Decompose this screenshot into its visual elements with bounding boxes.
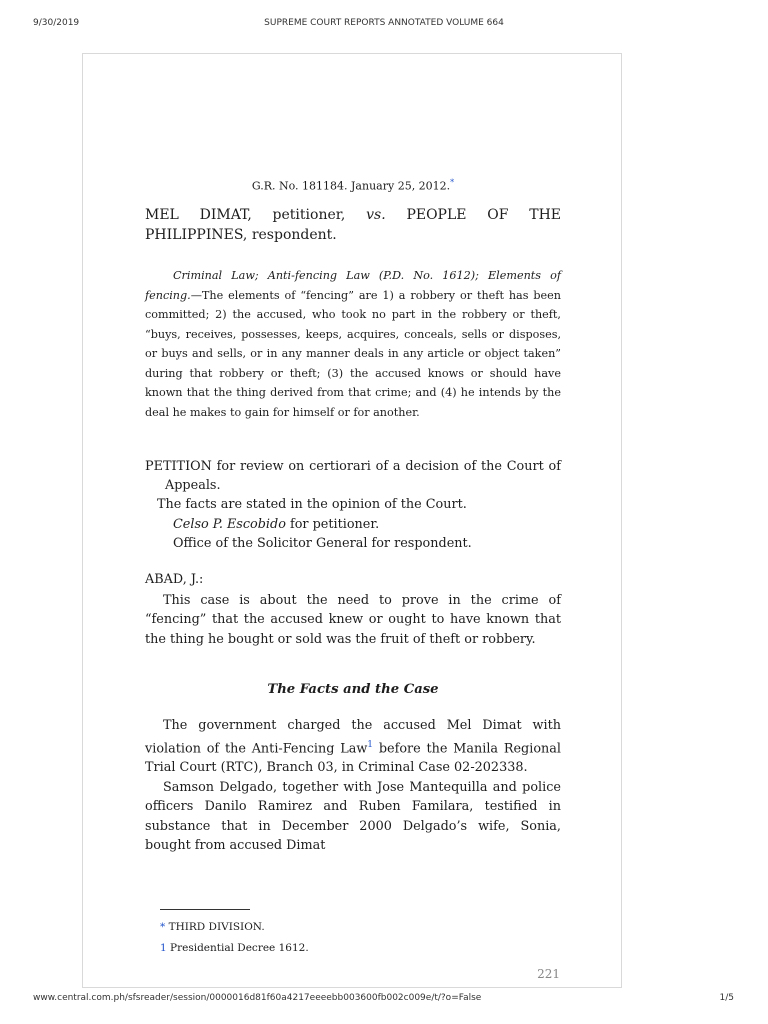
- parties-vs: vs.: [366, 207, 386, 223]
- petition-block: [145, 457, 561, 553]
- footnote-1-link[interactable]: 1: [367, 739, 374, 750]
- case-parties: [145, 205, 561, 245]
- footnote-divider: [160, 909, 250, 910]
- parties-respondent-start: PEOPLE OF THE: [385, 207, 561, 223]
- footnote-item: [160, 917, 309, 938]
- footnote-mark[interactable]: 1: [160, 942, 167, 954]
- counsel-petitioner-name: Celso P. Escobido: [173, 516, 286, 532]
- footnote-mark[interactable]: *: [160, 921, 166, 933]
- counsel-respondent: Office of the Solicitor General for respondent.: [173, 535, 472, 551]
- page-number: 221: [537, 967, 560, 981]
- parties-petitioner: MEL DIMAT, petitioner,: [145, 207, 367, 223]
- case-footnote-link[interactable]: *: [450, 178, 455, 187]
- footnotes: [160, 917, 309, 959]
- footnote-item: [160, 938, 309, 959]
- case-number-line: [145, 178, 561, 193]
- print-footer: [0, 993, 768, 1007]
- print-title: SUPREME COURT REPORTS ANNOTATED VOLUME 664: [264, 18, 504, 28]
- opinion-intro-text: This case is about the need to prove in the crime of “fencing” that the accused knew or ought to have known that the thing he bought or sold was the fruit of theft or robbery.: [145, 592, 561, 647]
- ponente: ABAD, J.:: [145, 572, 204, 587]
- opinion-intro: [145, 570, 561, 649]
- facts-paragraph-1-text: The government charged the accused Mel Dimat with violation of the Anti-Fencing Law: [145, 718, 561, 756]
- facts-paragraph-2: Samson Delgado, together with Jose Mantequilla and police officers Danilo Ramirez and Ruben Familara, testified in substance that in December 2000 Delgado’s wife, Sonia, bought from accused Dimat: [145, 779, 561, 854]
- syllabus-keywords: Criminal Law; Anti-fencing Law (P.D. No. 1612); Elements of fencing.: [145, 269, 561, 302]
- facts-section: [145, 716, 561, 856]
- syllabus: [145, 266, 561, 422]
- print-page-count: 1/5: [719, 993, 734, 1003]
- facts-paragraph-1: [145, 716, 561, 778]
- footnote-text: Presidential Decree 1612.: [166, 942, 309, 954]
- footnote-text: THIRD DIVISION.: [165, 921, 265, 933]
- print-header: [0, 18, 768, 32]
- case-number-text: G.R. No. 181184. January 25, 2012.: [251, 179, 451, 193]
- counsel-petitioner-role: for petitioner.: [285, 516, 380, 532]
- facts-paragraph-1-cont: before the Manila Regional Trial Court (RTC), Branch 03, in Criminal Case 02-202338.: [145, 740, 561, 776]
- parties-respondent-end: PHILIPPINES, respondent.: [145, 227, 337, 243]
- print-url: www.central.com.ph/sfsreader/session/0000016d81f60a4217eeeebb003600fb002c009e/t/?o=False: [33, 993, 482, 1003]
- petition-line: PETITION for review on certiorari of a decision of the Court of Appeals.: [145, 459, 561, 494]
- facts-statement: The facts are stated in the opinion of the Court.: [157, 497, 467, 513]
- section-heading: The Facts and the Case: [267, 682, 439, 697]
- syllabus-text: —The elements of “fencing” are 1) a robbery or theft has been committed; 2) the accused, who took no part in the robbery or theft, “buys, receives, possesses, keeps, acquires, conceals, sells or disposes, or buys and sells, or in any manner deals in any article or object taken” during that robbery or theft; (3) the accused knows or should have known that the thing derived from that crime; and (4) he intends by the deal he makes to gain for himself or for another.: [145, 288, 561, 419]
- print-date: 9/30/2019: [33, 18, 80, 28]
- counsel-petitioner: [145, 515, 561, 534]
